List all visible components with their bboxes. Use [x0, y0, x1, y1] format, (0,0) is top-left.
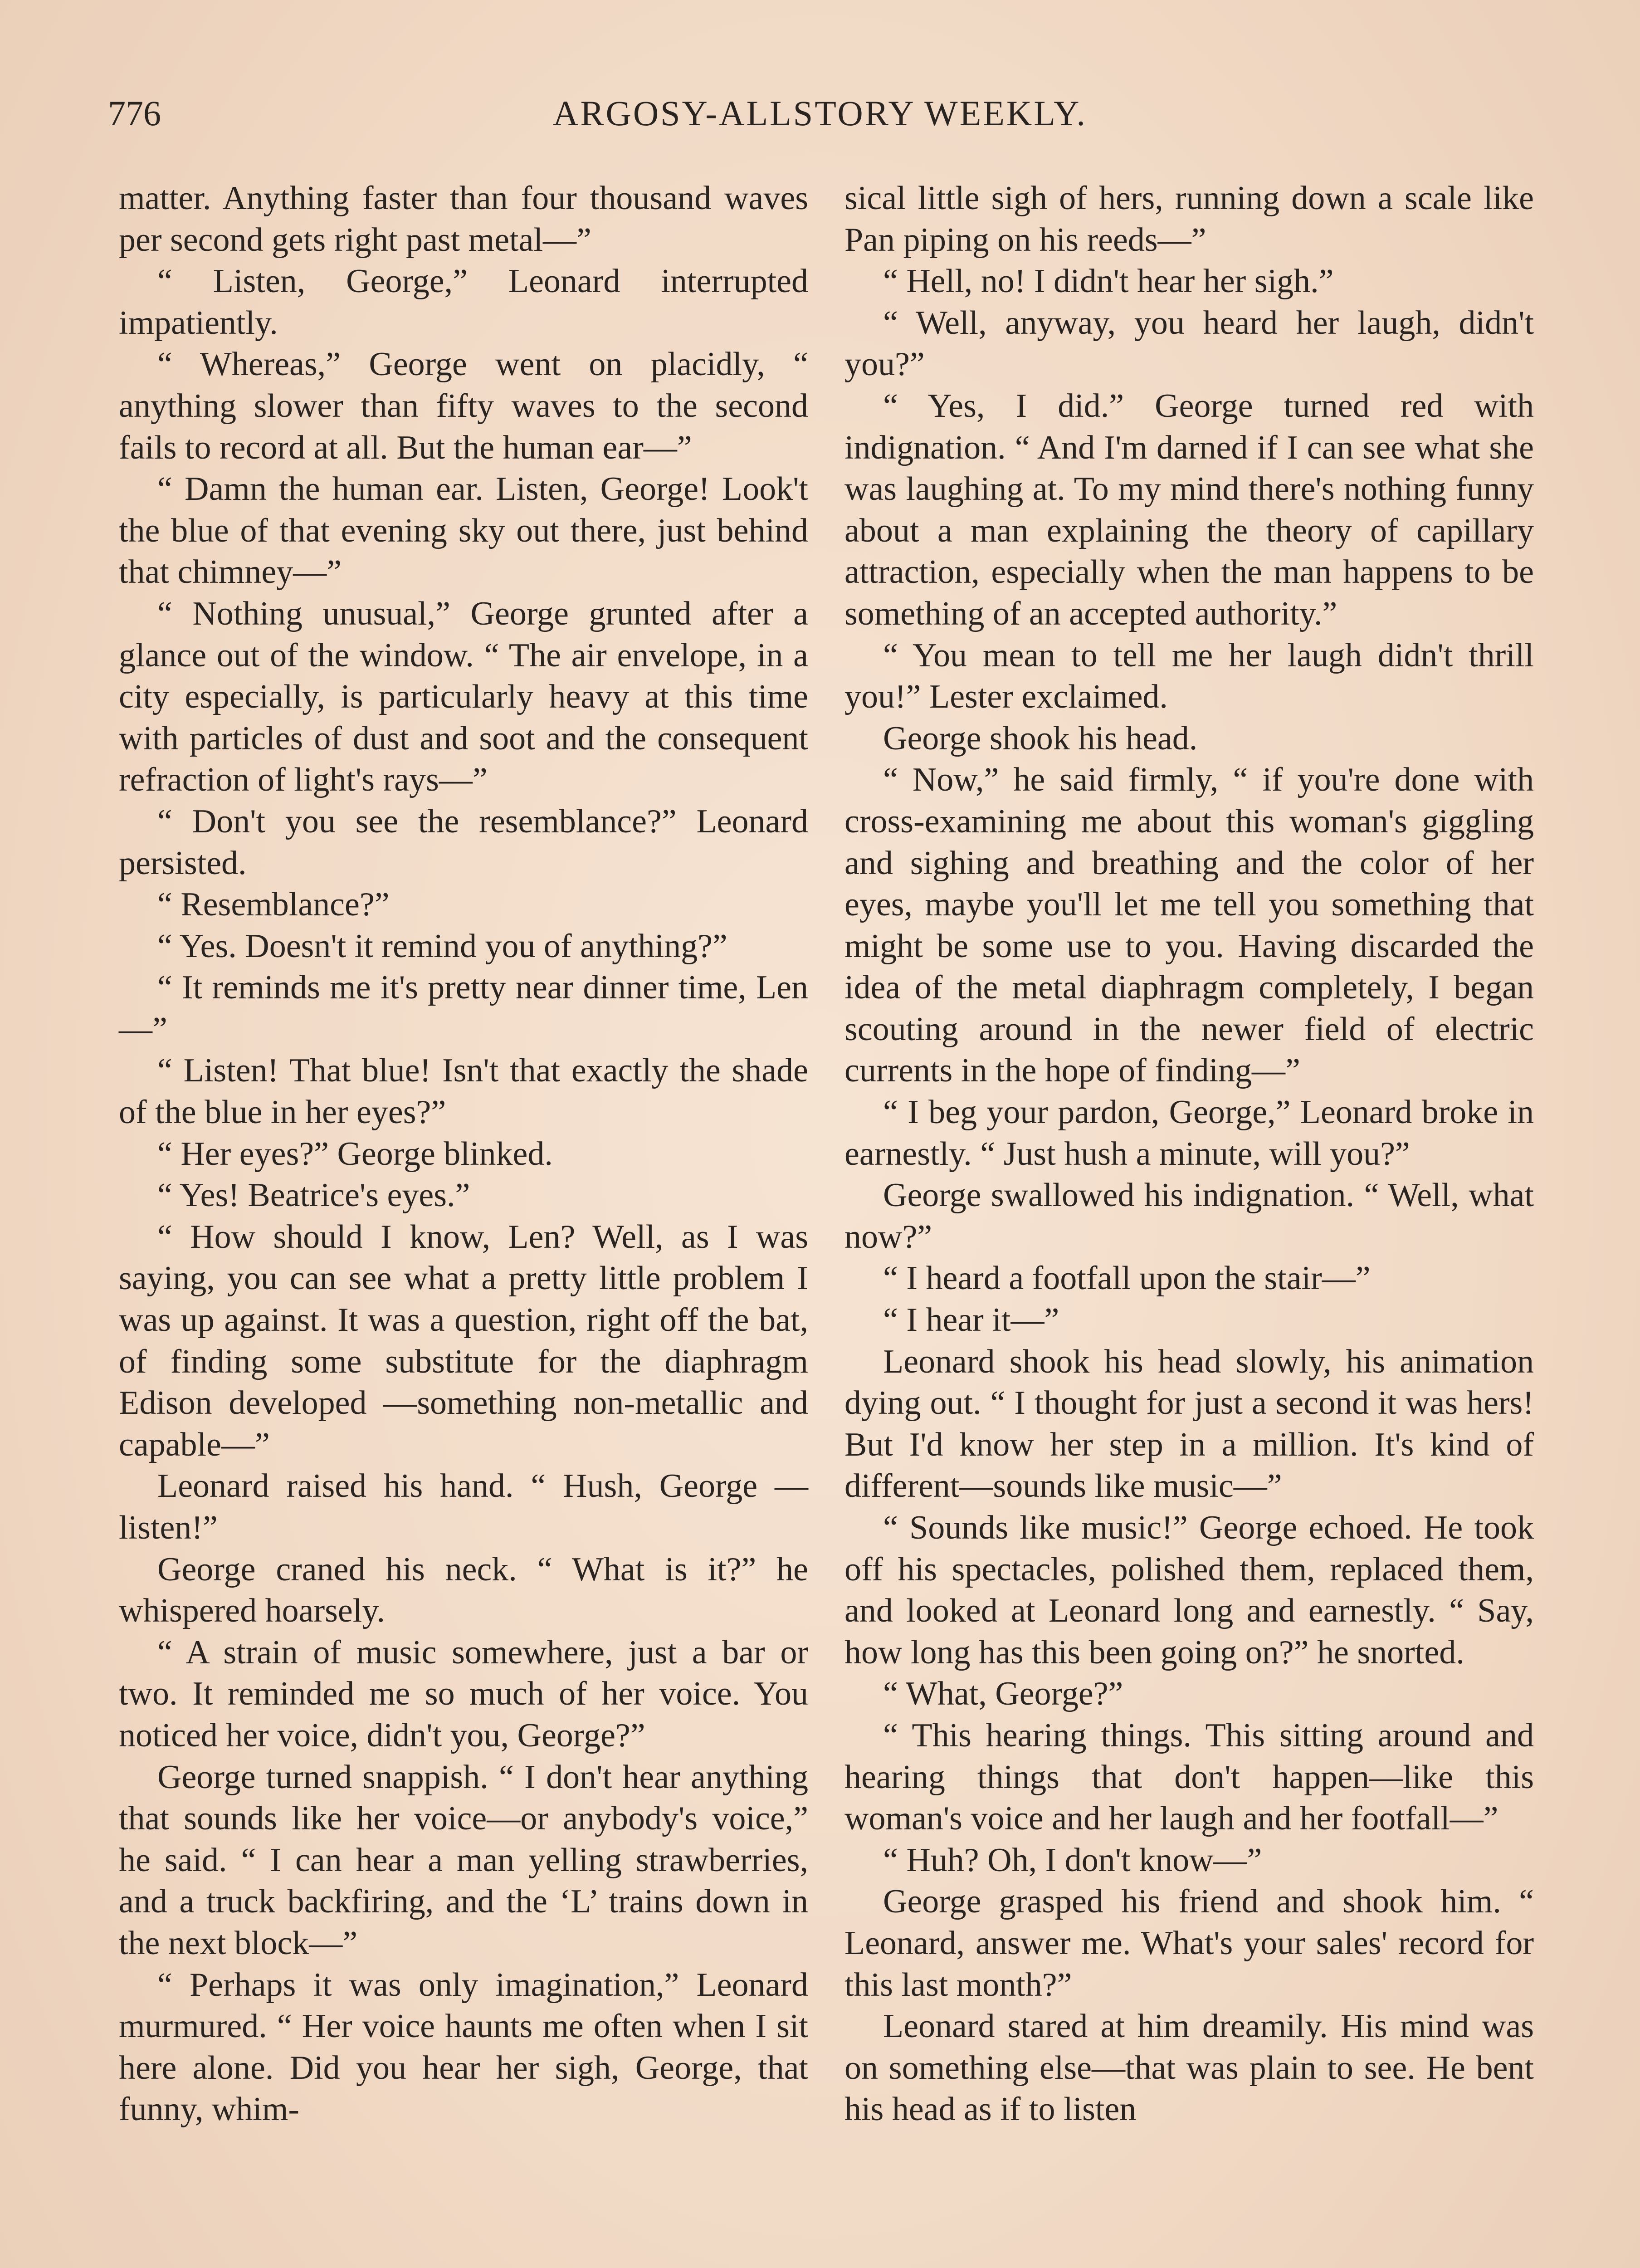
paragraph: “ I hear it—” — [883, 1301, 1059, 1339]
paragraph: “ Damn the human ear. Listen, George! Look't the blue of that evening sky out there, just behind that chimney—” — [119, 470, 808, 591]
paragraph: Leonard stared at him dreamily. His mind was on something else—that was plain to see. He bent his head as if to listen — [844, 2008, 1534, 2128]
paragraph: “ A strain of music somewhere, just a bar or two. It reminded me so much of her voice. You noticed her voice, didn't you, George?” — [119, 1633, 808, 1754]
paragraph: “ Whereas,” George went on placidly, “ anything slower than fifty waves to the second fails to record at all. But the human ear—” — [119, 346, 808, 466]
paragraph: George grasped his friend and shook him. “ Leonard, answer me. What's your sales' record for this last month?” — [844, 1883, 1534, 2004]
paragraph: “ Hell, no! I didn't hear her sigh.” — [883, 263, 1334, 300]
paragraph: matter. Anything faster than four thousand waves per second gets right past metal—” — [119, 180, 808, 259]
paragraph: George swallowed his indignation. “ Well, what now?” — [844, 1177, 1534, 1256]
paragraph: “ How should I know, Len? Well, as I was saying, you can see what a pretty little problem I was up against. It was a question, right off the bat, of finding some substitute for the diaphragm Edison developed —something non-metallic and capable—” — [119, 1218, 808, 1463]
paragraph: George turned snappish. “ I don't hear anything that sounds like her voice—or anybody's voice,” he said. “ I can hear a man yelling strawberries, and a truck backfiring, and the ‘L’ trains down in the next block—” — [119, 1758, 808, 1962]
paragraph: “ You mean to tell me her laugh didn't thrill you!” Lester exclaimed. — [844, 636, 1534, 716]
paragraph: “ Her eyes?” George blinked. — [157, 1135, 553, 1173]
running-head: ARGOSY-ALLSTORY WEEKLY. — [553, 93, 1087, 133]
paragraph: “ Nothing unusual,” George grunted after a glance out of the window. “ The air envelope, in a city especially, is particularly heavy at this time with particles of dust and soot and the consequent refraction of light's rays—” — [119, 595, 808, 799]
paragraph: “ Listen, George,” Leonard interrupted impatiently. — [119, 263, 808, 342]
paragraph: “ Yes! Beatrice's eyes.” — [157, 1177, 470, 1214]
paragraph: “ Yes. Doesn't it remind you of anything?” — [157, 927, 727, 965]
paragraph: “ I heard a footfall upon the stair—” — [883, 1260, 1371, 1297]
paragraph: Leonard shook his head slowly, his animation dying out. “ I thought for just a second it was hers! But I'd know her step in a million. It's kind of different—sounds like music—” — [844, 1343, 1534, 1505]
paragraph: Leonard raised his hand. “ Hush, George —listen!” — [119, 1467, 808, 1546]
paragraph: George craned his neck. “ What is it?” he whispered hoarsely. — [119, 1550, 808, 1630]
paragraph: “ It reminds me it's pretty near dinner time, Len—” — [119, 969, 808, 1048]
paragraph: “ Listen! That blue! Isn't that exactly the shade of the blue in her eyes?” — [119, 1052, 808, 1131]
page-header — [0, 0, 1640, 145]
paragraph: “ Yes, I did.” George turned red with indignation. “ And I'm darned if I can see what she was laughing at. To my mind there's nothing funny about a man explaining the theory of capillary attraction, especially when the man happens to be something of an accepted authority.” — [844, 387, 1534, 632]
left-column — [119, 178, 808, 2131]
paragraph: “ Now,” he said firmly, “ if you're done with cross-examining me about this woman's giggling and sighing and breathing and the color of her eyes, maybe you'll let me tell you something that might be some use to you. Having discarded the idea of the metal diaphragm completely, I began scouting around in the newer field of electric currents in the hope of finding—” — [844, 761, 1534, 1090]
paragraph: “ Perhaps it was only imagination,” Leonard murmured. “ Her voice haunts me often when I sit here alone. Did you hear her sigh, George, that funny, whim- — [119, 1966, 808, 2128]
paragraph: sical little sigh of hers, running down a scale like Pan piping on his reeds—” — [844, 180, 1534, 259]
paragraph: “ Well, anyway, you heard her laugh, didn't you?” — [844, 304, 1534, 383]
paragraph: “ Sounds like music!” George echoed. He took off his spectacles, polished them, replaced them, and looked at Leonard long and earnestly. “ Say, how long has this been going on?” he snorted. — [844, 1509, 1534, 1671]
paragraph: “ Resemblance?” — [157, 886, 390, 924]
paragraph: “ Huh? Oh, I don't know—” — [883, 1841, 1262, 1879]
paragraph: “ I beg your pardon, George,” Leonard broke in earnestly. “ Just hush a minute, will you?” — [844, 1094, 1534, 1173]
paragraph: George shook his head. — [883, 719, 1198, 757]
paragraph: “ This hearing things. This sitting around and hearing things that don't happen—like this woman's voice and her laugh and her footfall—” — [844, 1716, 1534, 1838]
page-number: 776 — [108, 93, 161, 133]
paragraph: “ What, George?” — [883, 1675, 1123, 1713]
paragraph: “ Don't you see the resemblance?” Leonard persisted. — [119, 802, 808, 882]
right-column — [844, 178, 1534, 2131]
